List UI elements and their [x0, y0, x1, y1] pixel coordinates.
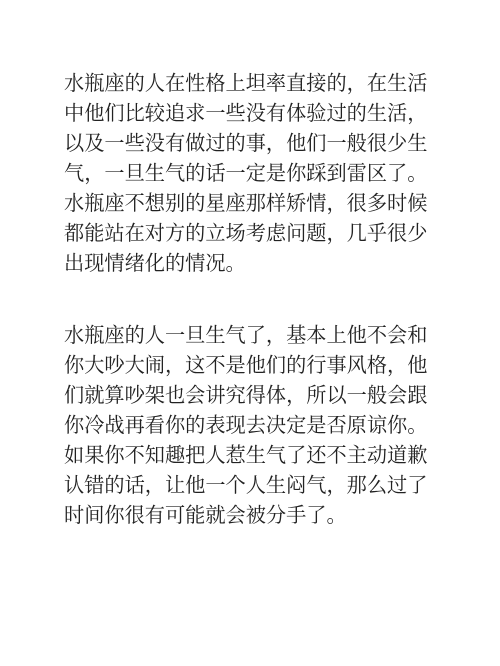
text-line: 认错的话，让他一个人生闷气，那么过了	[64, 473, 428, 497]
text-line: 水瓶座的人一旦生气了，基本上他不会和	[64, 323, 428, 347]
text-line: 都能站在对方的立场考虑问题，几乎很少	[64, 221, 428, 245]
text-line: 你大吵大闹，这不是他们的行事风格，他	[64, 353, 428, 377]
text-line: 出现情绪化的情况。	[64, 251, 246, 275]
text-line: 你冷战再看你的表现去决定是否原谅你。	[64, 413, 428, 437]
text-line: 中他们比较追求一些没有体验过的生活，	[64, 101, 428, 125]
text-line: 水瓶座不想别的星座那样矫情，很多时候	[64, 191, 428, 215]
text-line: 时间你很有可能就会被分手了。	[64, 503, 347, 527]
text-line: 以及一些没有做过的事，他们一般很少生	[64, 131, 428, 155]
text-line: 如果你不知趣把人惹生气了还不主动道歉	[64, 443, 428, 467]
text-line: 气，一旦生气的话一定是你踩到雷区了。	[64, 161, 428, 185]
text-line: 水瓶座的人在性格上坦率直接的，在生活	[64, 71, 428, 95]
text-line: 们就算吵架也会讲究得体，所以一般会跟	[64, 383, 428, 407]
